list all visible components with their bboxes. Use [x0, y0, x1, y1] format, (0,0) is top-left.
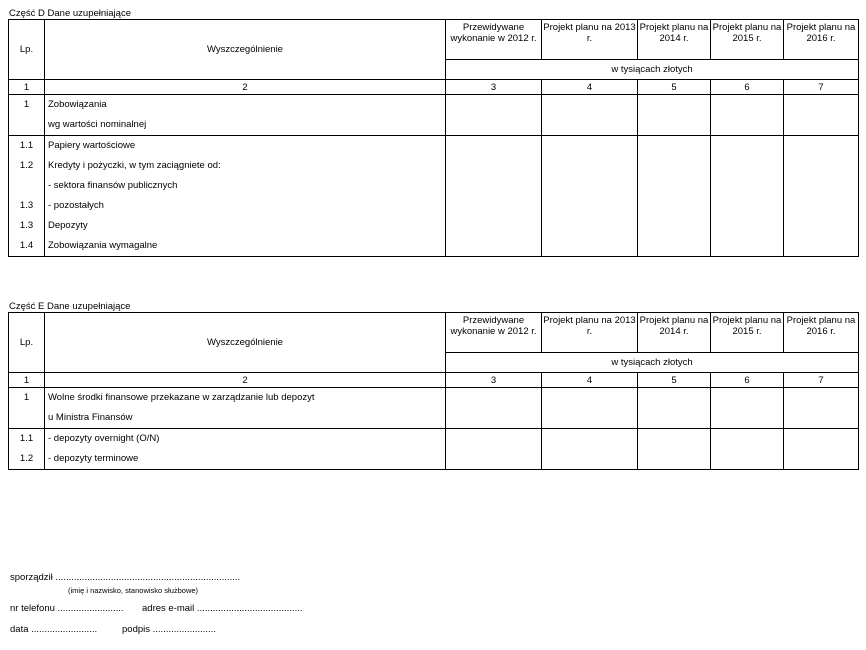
value-cell[interactable] [638, 388, 711, 429]
lp-value: 1 [23, 392, 30, 403]
table-row [9, 136, 859, 257]
header-lp: Lp. [9, 20, 45, 80]
column-number: 1 [9, 80, 45, 95]
column-number: 7 [784, 80, 859, 95]
value-cell[interactable] [446, 429, 542, 470]
value-cell[interactable] [638, 429, 711, 470]
section-e-table [8, 312, 859, 470]
description-line: Kredyty i pożyczki, w tym zaciągniete od: [48, 160, 221, 171]
prepared-by-hint: (imię i nazwisko, stanowisko służbowe) [68, 586, 199, 595]
lp-value: 1.2 [19, 160, 34, 171]
column-number-row [9, 80, 859, 95]
header-col-2015: Projekt planu na 2015 r. [711, 20, 784, 60]
value-cell[interactable] [784, 429, 859, 470]
description-line: wg wartości nominalnej [48, 119, 147, 130]
value-cell[interactable] [711, 429, 784, 470]
column-number: 1 [9, 373, 45, 388]
signature-field[interactable]: podpis ........................ [122, 624, 216, 635]
value-cell[interactable] [784, 136, 859, 257]
column-number: 7 [784, 373, 859, 388]
lp-value [9, 115, 44, 135]
column-number: 4 [542, 80, 638, 95]
value-cell[interactable] [446, 95, 542, 136]
description-line: u Ministra Finansów [48, 412, 133, 423]
table-row [9, 388, 859, 429]
email-field[interactable]: adres e-mail ........................................ [142, 603, 303, 614]
value-cell[interactable] [542, 429, 638, 470]
description-line: - depozyty terminowe [48, 453, 139, 464]
prepared-by-field[interactable]: sporządził ...................................................................... [10, 572, 241, 583]
column-number: 6 [711, 373, 784, 388]
phone-field[interactable]: nr telefonu ......................... [10, 603, 124, 614]
value-cell[interactable] [542, 388, 638, 429]
value-cell[interactable] [711, 95, 784, 136]
lp-cell [9, 95, 45, 136]
header-col-2012: Przewidywane wykonanie w 2012 r. [446, 313, 542, 353]
description-line: - depozyty overnight (O/N) [48, 433, 160, 444]
lp-value [9, 176, 44, 196]
description-line: Depozyty [48, 220, 88, 231]
description-line: - pozostałych [48, 200, 104, 211]
value-cell[interactable] [711, 136, 784, 257]
value-cell[interactable] [446, 136, 542, 257]
description-cell [45, 95, 446, 136]
lp-value: 1.2 [19, 453, 34, 464]
header-col-2013: Projekt planu na 2013 r. [542, 20, 638, 60]
description-line: - sektora finansów publicznych [48, 180, 178, 191]
header-col-2012: Przewidywane wykonanie w 2012 r. [446, 20, 542, 60]
value-cell[interactable] [542, 95, 638, 136]
date-field[interactable]: data ......................... [10, 624, 98, 635]
lp-value [9, 408, 44, 428]
value-cell[interactable] [542, 136, 638, 257]
value-cell[interactable] [638, 95, 711, 136]
lp-value: 1.1 [19, 140, 34, 151]
column-number: 4 [542, 373, 638, 388]
header-lp: Lp. [9, 313, 45, 373]
column-number: 2 [45, 80, 446, 95]
lp-value: 1.3 [19, 200, 34, 211]
column-number: 5 [638, 80, 711, 95]
lp-cell [9, 136, 45, 257]
description-line: Zobowiązania [48, 99, 107, 110]
value-cell[interactable] [638, 136, 711, 257]
header-col-2014: Projekt planu na 2014 r. [638, 20, 711, 60]
lp-cell [9, 429, 45, 470]
lp-value: 1 [23, 99, 30, 110]
column-number: 6 [711, 80, 784, 95]
description-cell [45, 136, 446, 257]
description-line: Papiery wartościowe [48, 140, 136, 151]
lp-value: 1.1 [19, 433, 34, 444]
description-line: Wolne środki finansowe przekazane w zarządzanie lub depozyt [48, 392, 315, 403]
value-cell[interactable] [784, 388, 859, 429]
value-cell[interactable] [784, 95, 859, 136]
header-col-2016: Projekt planu na 2016 r. [784, 20, 859, 60]
header-col-2015: Projekt planu na 2015 r. [711, 313, 784, 353]
lp-value: 1.4 [19, 240, 34, 251]
description-line: Zobowiązania wymagalne [48, 240, 158, 251]
description-cell [45, 388, 446, 429]
section-d-title: Część D Dane uzupełniające [9, 8, 131, 19]
value-cell[interactable] [711, 388, 784, 429]
description-cell [45, 429, 446, 470]
section-d-table [8, 19, 859, 257]
column-number: 5 [638, 373, 711, 388]
column-number: 3 [446, 373, 542, 388]
column-number: 2 [45, 373, 446, 388]
table-row [9, 95, 859, 136]
header-col-2014: Projekt planu na 2014 r. [638, 313, 711, 353]
lp-cell [9, 388, 45, 429]
header-description: Wyszczególnienie [45, 313, 446, 373]
value-cell[interactable] [446, 388, 542, 429]
header-col-2013: Projekt planu na 2013 r. [542, 313, 638, 353]
column-number: 3 [446, 80, 542, 95]
header-description: Wyszczególnienie [45, 20, 446, 80]
header-col-2016: Projekt planu na 2016 r. [784, 313, 859, 353]
header-unit: w tysiącach złotych [446, 353, 859, 373]
header-unit: w tysiącach złotych [446, 60, 859, 80]
table-row [9, 429, 859, 470]
section-e-title: Część E Dane uzupełniające [9, 301, 131, 312]
column-number-row [9, 373, 859, 388]
lp-value: 1.3 [19, 220, 34, 231]
